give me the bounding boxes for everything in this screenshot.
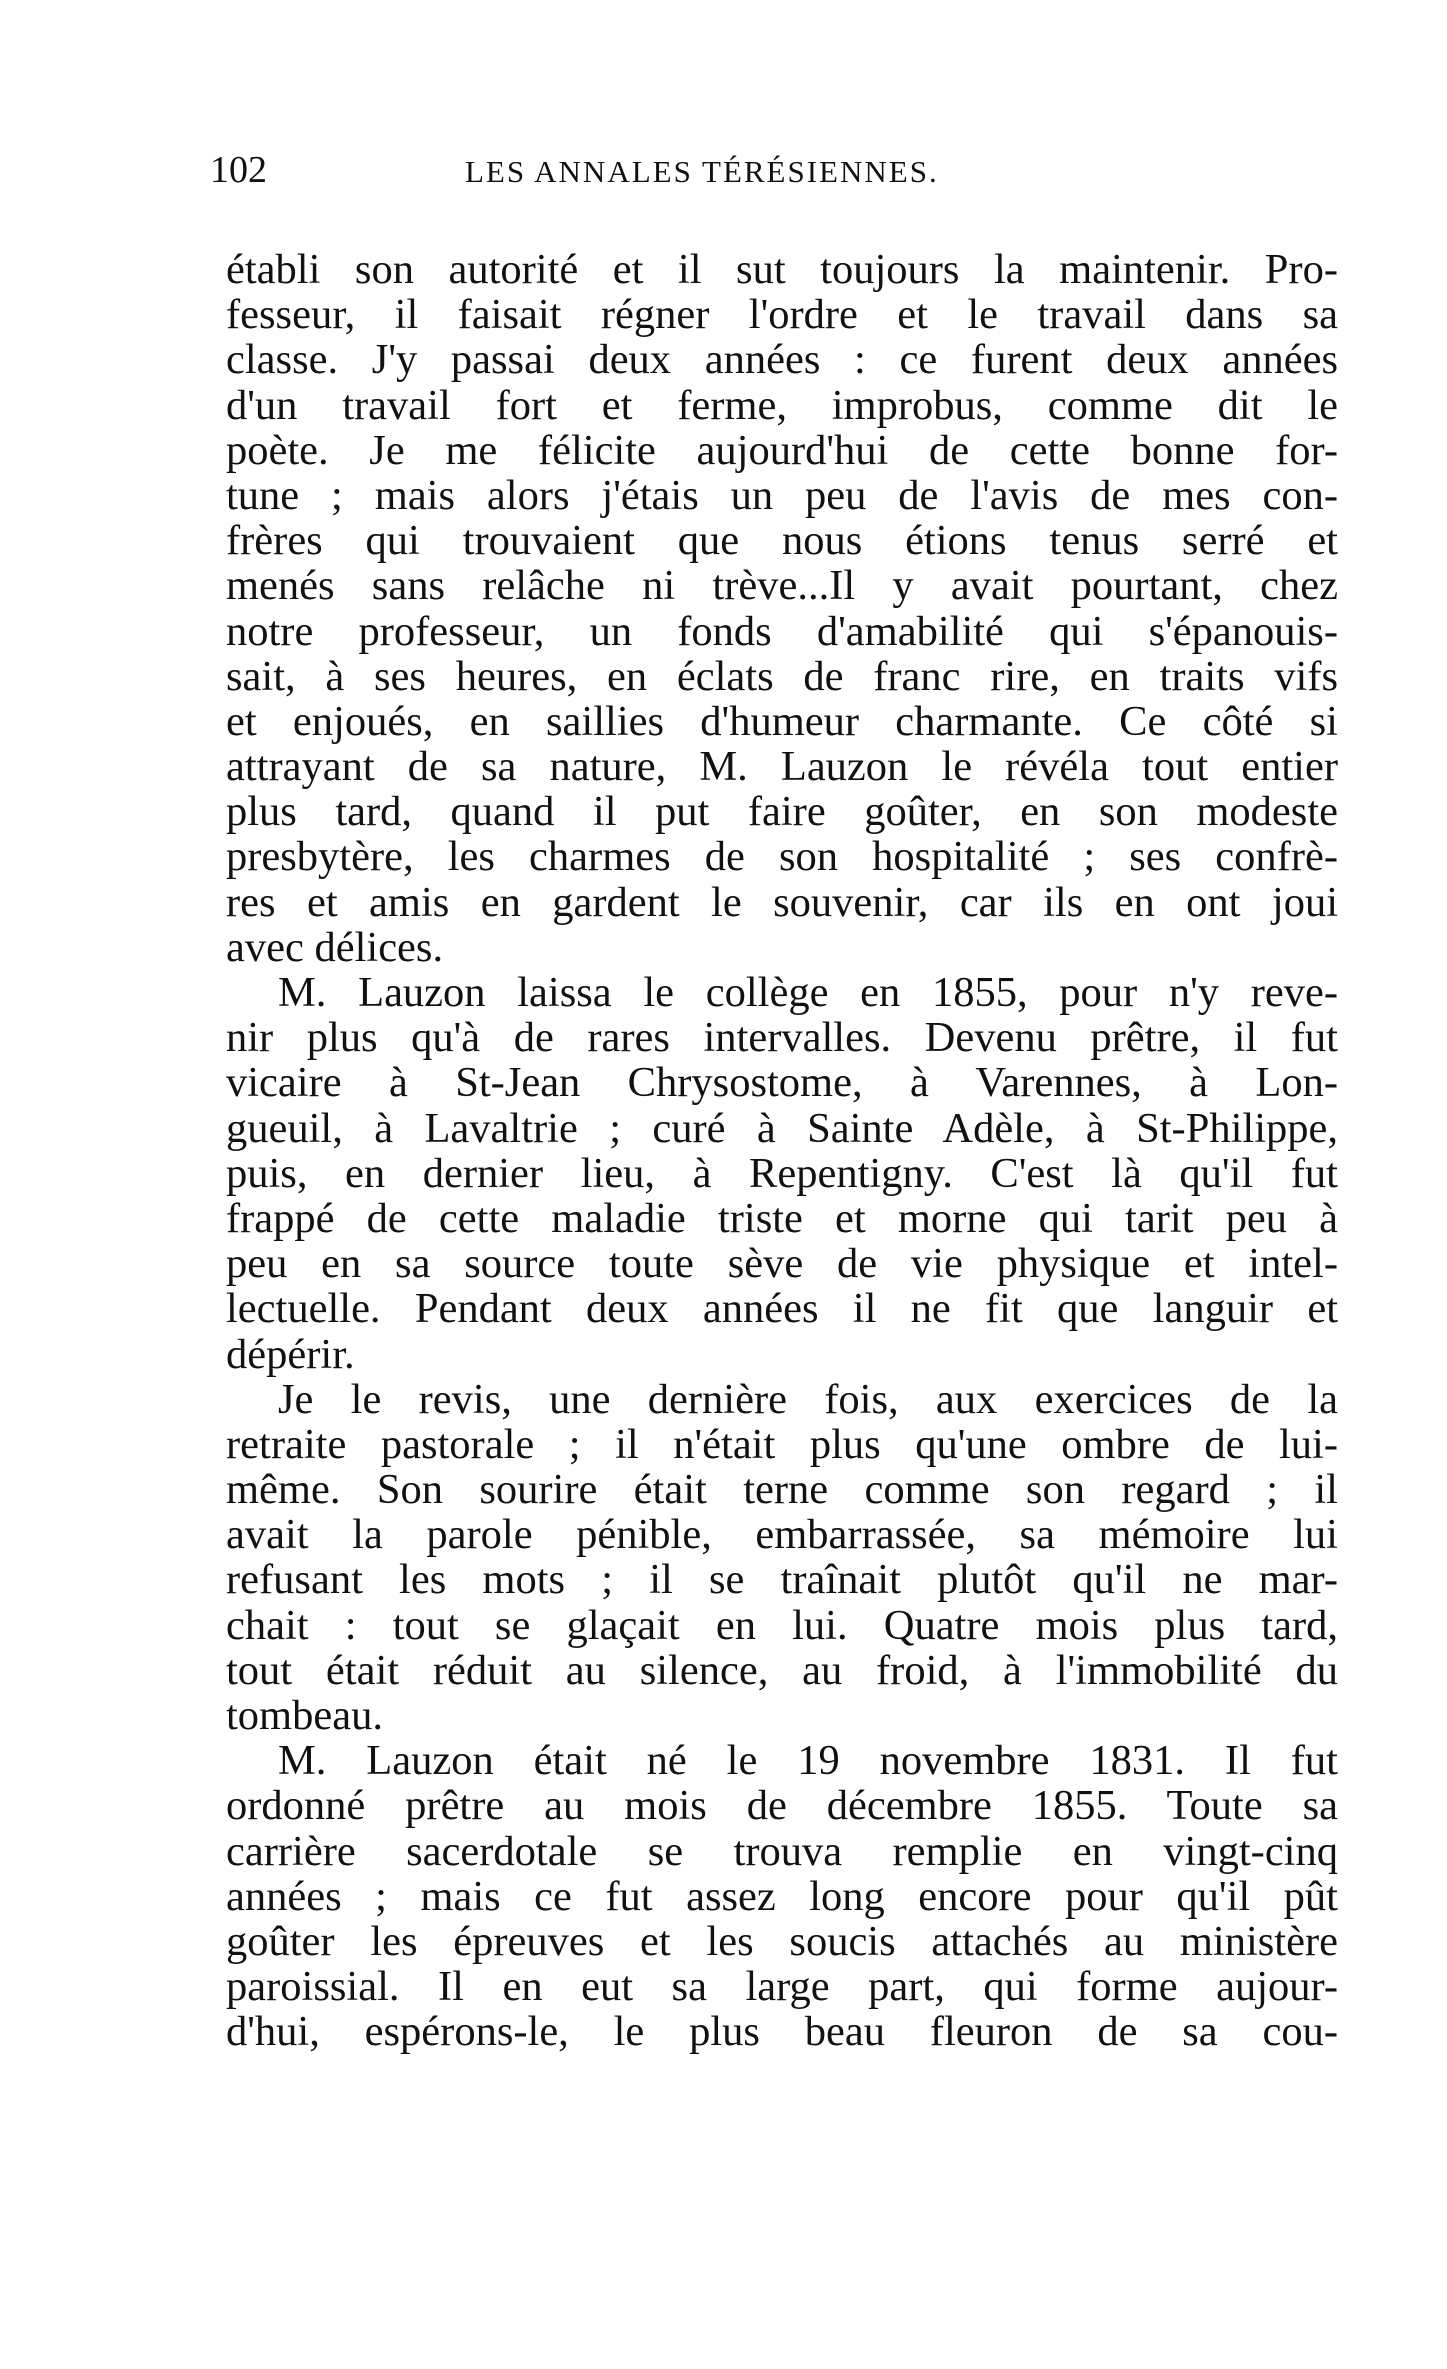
text-line: d'hui, espérons-le, le plus beau fleuron de sa cou- [226, 2009, 1338, 2055]
text-line: avec délices. [226, 924, 444, 970]
text-line: peu en sa source toute sève de vie physique et intel- [226, 1241, 1338, 1287]
text-line: chait : tout se glaçait en lui. Quatre mois plus tard, [226, 1602, 1338, 1648]
text-line: ordonné prêtre au mois de décembre 1855. Toute sa [226, 1783, 1338, 1829]
text-line: années ; mais ce fut assez long encore pour qu'il pût [226, 1873, 1338, 1919]
text-line: M. Lauzon laissa le collège en 1855, pour n'y reve- [278, 970, 1338, 1016]
page-number: 102 [210, 149, 267, 191]
text-line: tune ; mais alors j'étais un peu de l'avis de mes con- [226, 472, 1338, 519]
text-line: lectuelle. Pendant deux années il ne fit que languir et [226, 1286, 1338, 1332]
text-line: sait, à ses heures, en éclats de franc rire, en traits vifs [226, 653, 1338, 699]
text-line: paroissial. Il en eut sa large part, qui forme aujour- [226, 1964, 1338, 2010]
text-line: puis, en dernier lieu, à Repentigny. C'est là qu'il fut [226, 1150, 1338, 1196]
text-line: poète. Je me félicite aujourd'hui de cette bonne for- [226, 427, 1338, 473]
text-line: attrayant de sa nature, M. Lauzon le révéla tout entier [226, 744, 1338, 790]
page-header [210, 148, 1330, 208]
text-line: nir plus qu'à de rares intervalles. Devenu prêtre, il fut [226, 1015, 1338, 1061]
text-line: presbytère, les charmes de son hospitalité ; ses confrè- [226, 834, 1338, 880]
text-line: M. Lauzon était né le 19 novembre 1831. Il fut [278, 1738, 1338, 1784]
text-line: Je le revis, une dernière fois, aux exercices de la [278, 1376, 1338, 1422]
text-line: vicaire à St-Jean Chrysostome, à Varennes, à Lon- [226, 1060, 1338, 1106]
text-line: carrière sacerdotale se trouva remplie en vingt-cinq [226, 1828, 1338, 1874]
text-line: frappé de cette maladie triste et morne qui tarit peu à [226, 1195, 1338, 1242]
text-line: gueuil, à Lavaltrie ; curé à Sainte Adèle, à St-Philippe, [226, 1105, 1338, 1151]
text-line: avait la parole pénible, embarrassée, sa mémoire lui [226, 1512, 1338, 1558]
text-line: notre professeur, un fonds d'amabilité qui s'épanouis- [226, 608, 1338, 654]
text-line: menés sans relâche ni trève...Il y avait pourtant, chez [226, 563, 1338, 609]
text-line: refusant les mots ; il se traînait plutôt qu'il ne mar- [226, 1557, 1338, 1603]
text-line: plus tard, quand il put faire goûter, en son modeste [226, 789, 1338, 835]
text-line: dépérir. [226, 1331, 355, 1377]
text-line: classe. J'y passai deux années : ce furent deux années [226, 337, 1338, 383]
text-line: retraite pastorale ; il n'était plus qu'une ombre de lui- [226, 1421, 1338, 1468]
text-line: d'un travail fort et ferme, improbus, comme dit le [226, 382, 1338, 428]
text-line: frères qui trouvaient que nous étions tenus serré et [226, 518, 1338, 564]
text-line: tombeau. [226, 1693, 383, 1739]
text-line: res et amis en gardent le souvenir, car ils en ont joui [226, 879, 1338, 925]
text-line: goûter les épreuves et les soucis attachés au ministère [226, 1918, 1338, 1965]
text-line: tout était réduit au silence, au froid, à l'immobilité du [226, 1647, 1338, 1693]
body-text [226, 247, 1338, 2055]
text-line: établi son autorité et il sut toujours la maintenir. Pro- [226, 247, 1338, 293]
text-line: même. Son sourire était terne comme son regard ; il [226, 1467, 1338, 1513]
running-title: LES ANNALES TÉRÉSIENNES. [465, 154, 939, 189]
text-line: et enjoués, en saillies d'humeur charmante. Ce côté si [226, 698, 1338, 745]
text-line: fesseur, il faisait régner l'ordre et le travail dans sa [226, 292, 1338, 338]
